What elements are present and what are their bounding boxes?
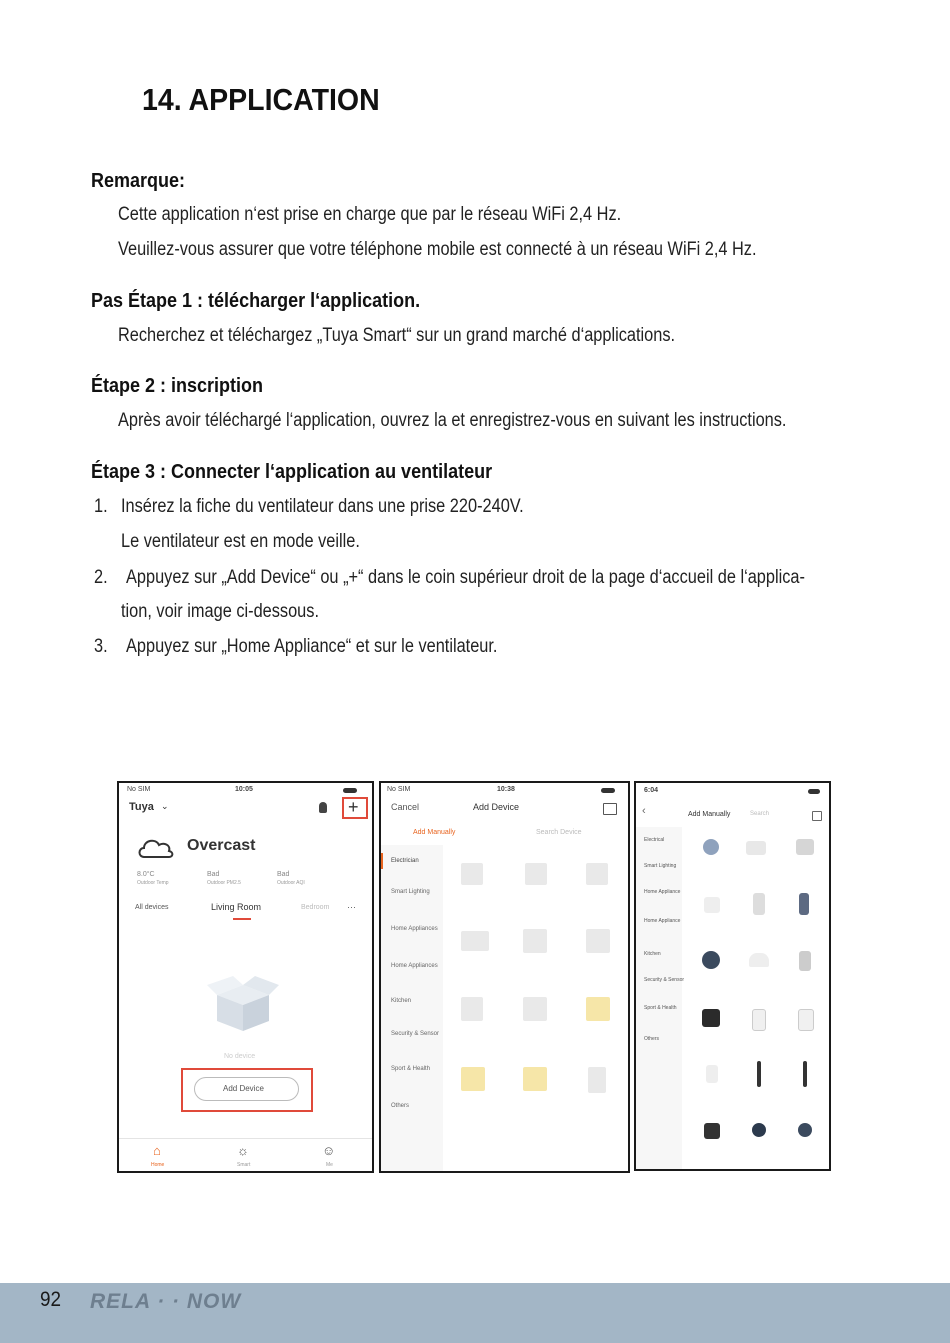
active-category-indicator xyxy=(381,853,383,869)
nav-home-label[interactable]: Home xyxy=(151,1162,165,1168)
add-device-label: Add Device xyxy=(223,1084,264,1093)
nav-divider xyxy=(119,1138,374,1139)
home-icon[interactable]: ⌂ xyxy=(153,1143,161,1158)
add-manually-title: Add Manually xyxy=(688,811,731,818)
status-carrier: No SIM xyxy=(387,786,411,793)
device-strip-icon[interactable] xyxy=(461,931,489,951)
battery-icon xyxy=(601,788,615,793)
search-tab[interactable]: Search xyxy=(750,811,770,817)
device-fan-icon[interactable] xyxy=(703,839,719,855)
more-tabs-icon[interactable]: ··· xyxy=(347,902,356,912)
list-number: 1. xyxy=(94,496,108,517)
device-humidifier-icon[interactable] xyxy=(752,1009,766,1031)
category-item[interactable]: Home Appliances xyxy=(391,963,438,969)
page-heading: 14. APPLICATION xyxy=(142,82,380,117)
category-item[interactable]: Sport & Health xyxy=(644,1005,677,1011)
step1-title: Pas Étape 1 : télécharger l‘application. xyxy=(91,290,421,312)
device-heater-icon[interactable] xyxy=(746,841,766,855)
remark-line: Cette application n‘est prise en charge que par le réseau WiFi 2,4 Hz. xyxy=(118,204,622,225)
step2-title: Étape 2 : inscription xyxy=(91,375,264,397)
nav-smart-label[interactable]: Smart xyxy=(237,1162,251,1168)
status-time: 10:05 xyxy=(235,786,253,793)
device-socket-icon[interactable] xyxy=(461,863,483,885)
category-item[interactable]: Sport & Health xyxy=(391,1066,431,1072)
device-speaker-icon[interactable] xyxy=(704,1123,720,1139)
category-item[interactable]: Others xyxy=(391,1103,410,1109)
battery-icon xyxy=(343,788,357,793)
step2-text: Après avoir téléchargé l‘application, ouvrez la et enregistrez-vous en suivant les instructions. xyxy=(118,410,787,431)
device-switch-icon[interactable] xyxy=(523,929,547,953)
device-dehumidifier-icon[interactable] xyxy=(799,951,811,971)
scan-icon[interactable] xyxy=(812,811,822,821)
battery-icon xyxy=(808,789,820,794)
device-switch-icon[interactable] xyxy=(523,997,547,1021)
tab-living-room[interactable]: Living Room xyxy=(211,902,262,912)
stat-label: Outdoor PM2.5 xyxy=(207,880,241,886)
device-sensor-icon[interactable] xyxy=(798,1123,812,1137)
chevron-down-icon[interactable]: ⌄ xyxy=(161,801,169,811)
add-device-title: Add Device xyxy=(473,802,520,812)
list-item-line: Insérez la fiche du ventilateur dans une prise 220-240V. xyxy=(121,496,524,517)
active-tab-indicator xyxy=(233,918,251,920)
category-item[interactable]: Smart Lighting xyxy=(644,863,677,869)
list-item-line: Appuyez sur „Add Device“ ou „+“ dans le coin supérieur droit de la page d‘accueil de l‘applica- xyxy=(126,567,805,588)
back-icon[interactable]: ‹ xyxy=(642,805,646,817)
device-sensor-icon[interactable] xyxy=(752,1123,766,1137)
device-switch-icon[interactable] xyxy=(461,997,483,1021)
category-item[interactable]: Electrician xyxy=(391,858,419,864)
device-robot-icon[interactable] xyxy=(702,951,720,969)
device-heater-icon[interactable] xyxy=(798,1009,814,1031)
device-switch-icon[interactable] xyxy=(588,1067,606,1093)
stat-value: Bad xyxy=(277,871,290,878)
list-item-line: Le ventilateur est en mode veille. xyxy=(121,531,360,552)
plus-button[interactable]: + xyxy=(348,797,359,817)
stat-label: Outdoor Temp xyxy=(137,880,169,886)
category-item[interactable]: Security & Sensor xyxy=(644,977,685,983)
device-socket-icon[interactable] xyxy=(586,863,608,885)
device-light-icon[interactable] xyxy=(461,1067,485,1091)
empty-box-icon xyxy=(203,973,283,1035)
remark-line: Veuillez-vous assurer que votre téléphone mobile est connecté à un réseau WiFi 2,4 Hz. xyxy=(118,239,757,260)
step1-text: Recherchez et téléchargez „Tuya Smart“ sur un grand marché d‘applications. xyxy=(118,325,676,346)
list-item-line: Appuyez sur „Home Appliance“ et sur le ventilateur. xyxy=(126,636,498,657)
device-purifier-icon[interactable] xyxy=(753,893,765,915)
list-item-line: tion, voir image ci-dessous. xyxy=(121,601,319,622)
tab-all-devices[interactable]: All devices xyxy=(135,904,169,911)
tab-add-manually[interactable]: Add Manually xyxy=(413,829,456,836)
status-carrier: No SIM xyxy=(127,786,151,793)
category-item[interactable]: Kitchen xyxy=(391,998,412,1004)
device-tower-icon[interactable] xyxy=(799,893,809,915)
status-time: 6:04 xyxy=(644,787,659,794)
remark-title: Remarque: xyxy=(91,170,186,192)
stat-label: Outdoor AQI xyxy=(277,880,305,886)
device-panel-icon[interactable] xyxy=(796,839,814,855)
category-item[interactable]: Kitchen xyxy=(644,951,661,957)
device-box-icon[interactable] xyxy=(704,897,720,913)
weather-label: Overcast xyxy=(187,837,256,854)
device-ac-icon[interactable] xyxy=(702,1009,720,1027)
list-number: 3. xyxy=(94,636,108,657)
category-item[interactable]: Home Appliance xyxy=(644,889,681,895)
device-tower-fan-icon[interactable] xyxy=(803,1061,807,1087)
page-number: 92 xyxy=(40,1288,62,1311)
device-tower-fan-icon[interactable] xyxy=(757,1061,761,1087)
cancel-button[interactable]: Cancel xyxy=(391,802,420,812)
tab-bedroom[interactable]: Bedroom xyxy=(301,904,330,911)
smart-icon[interactable]: ☼ xyxy=(237,1143,249,1158)
microphone-icon[interactable] xyxy=(319,802,327,813)
screenshot-home xyxy=(117,781,374,1173)
category-item[interactable]: Others xyxy=(644,1036,660,1042)
nav-me-label[interactable]: Me xyxy=(326,1162,333,1168)
empty-state-text: No device xyxy=(224,1053,256,1060)
category-item[interactable]: Security & Sensor xyxy=(391,1031,440,1037)
stat-value: 8.0°C xyxy=(137,871,155,878)
step3-title: Étape 3 : Connecter l‘application au ventilateur xyxy=(91,461,493,483)
list-number: 2. xyxy=(94,567,108,588)
category-item[interactable]: Home Appliances xyxy=(391,926,438,932)
app-title: Tuya xyxy=(129,801,154,813)
category-item[interactable]: Electrical xyxy=(644,837,665,843)
device-switch-icon[interactable] xyxy=(586,929,610,953)
device-kettle-icon[interactable] xyxy=(706,1065,718,1083)
screenshot-add-manually xyxy=(634,781,831,1171)
category-item[interactable]: Home Appliance xyxy=(644,918,681,924)
category-sidebar xyxy=(636,827,685,1171)
scan-icon[interactable] xyxy=(603,803,617,815)
stat-value: Bad xyxy=(207,871,220,878)
device-lamp-icon[interactable] xyxy=(749,953,769,967)
profile-icon[interactable]: ☺ xyxy=(322,1143,336,1158)
device-light-icon[interactable] xyxy=(586,997,610,1021)
cloud-icon xyxy=(136,833,176,861)
tab-search-device[interactable]: Search Device xyxy=(536,829,582,836)
category-item[interactable]: Smart Lighting xyxy=(391,889,430,895)
device-light-icon[interactable] xyxy=(523,1067,547,1091)
brand-logo: RELA · · NOW xyxy=(90,1290,242,1313)
screenshot-add-device xyxy=(379,781,630,1173)
device-socket-icon[interactable] xyxy=(525,863,547,885)
status-time: 10:38 xyxy=(497,786,515,793)
